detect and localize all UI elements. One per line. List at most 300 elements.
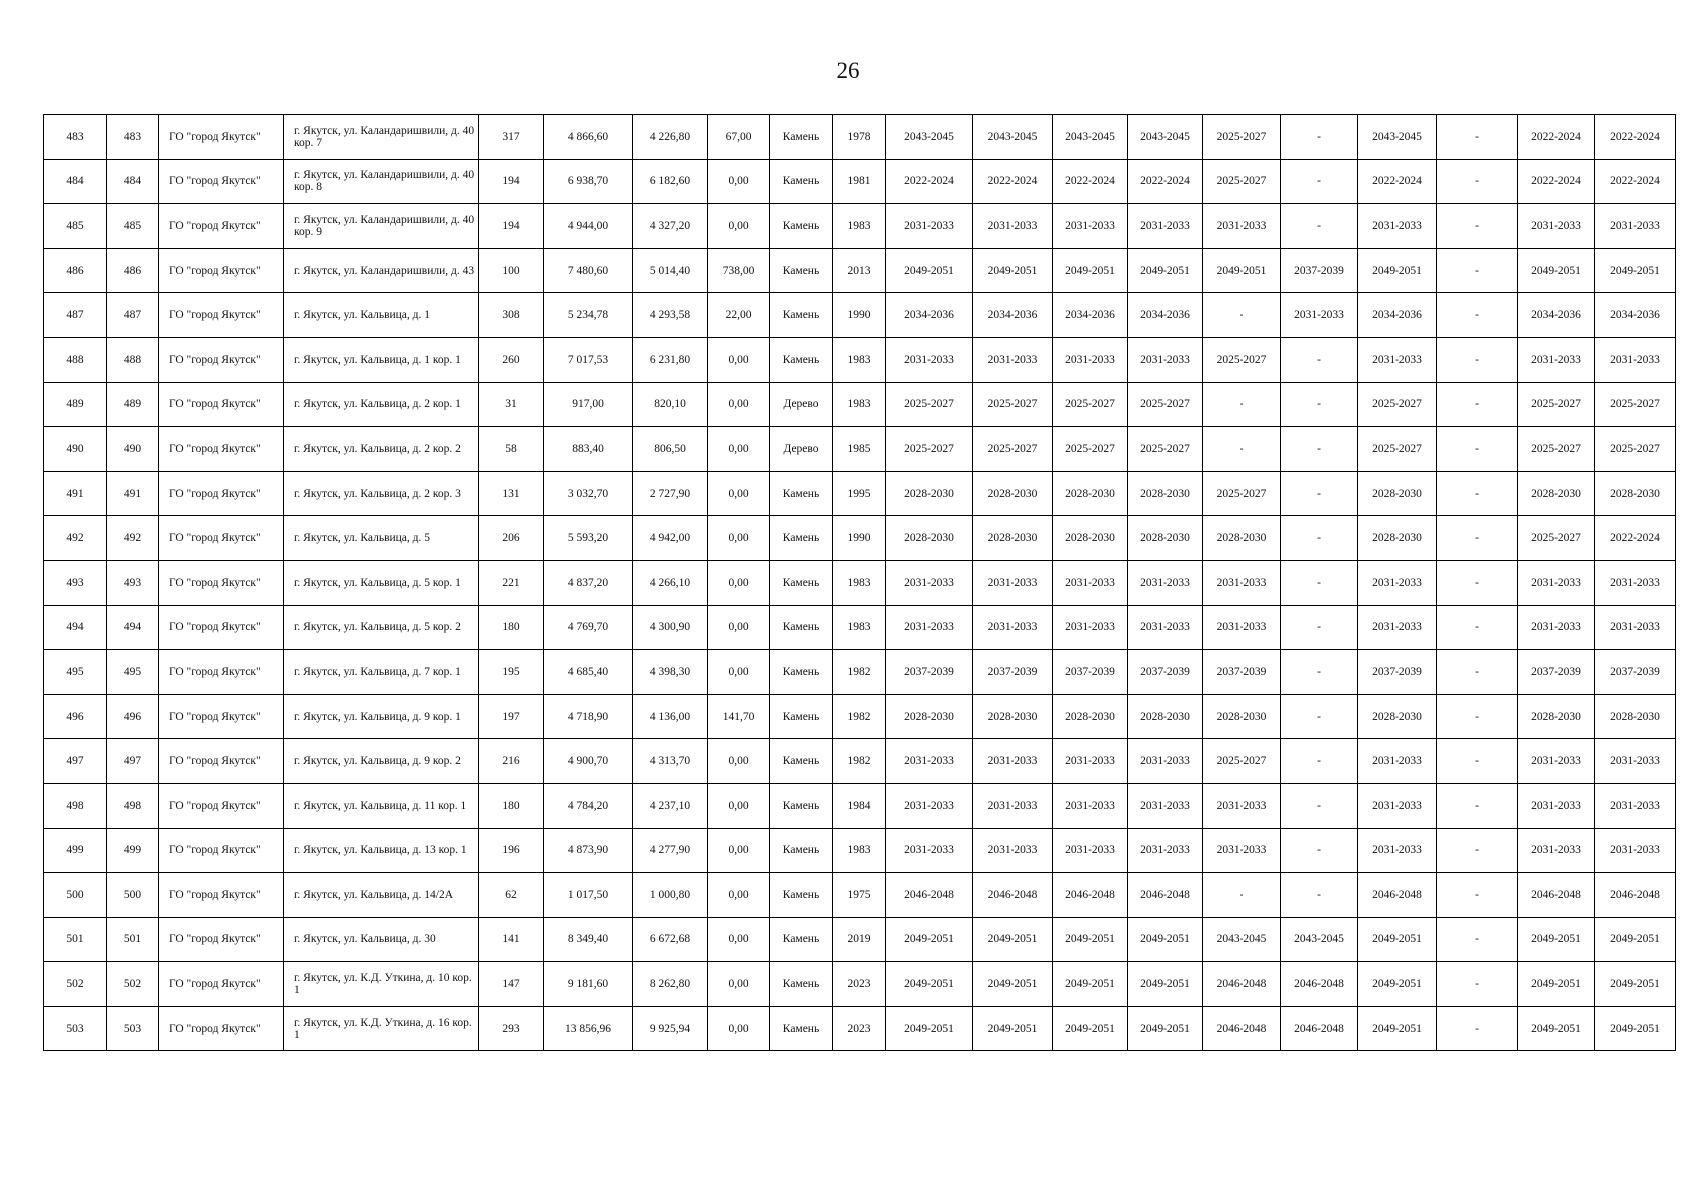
cell-register-number: 485	[107, 204, 159, 249]
cell-address: г. Якутск, ул. Кальвица, д. 13 кор. 1	[284, 828, 479, 873]
cell-work-period-8: -	[1437, 382, 1518, 427]
cell-apartments-count: 141	[479, 917, 544, 962]
cell-municipality: ГО "город Якутск"	[159, 427, 284, 472]
cell-residential-area: 9 925,94	[633, 1006, 708, 1051]
cell-work-period-6: 2043-2045	[1281, 917, 1358, 962]
cell-work-period-8: -	[1437, 962, 1518, 1007]
cell-register-number: 488	[107, 337, 159, 382]
cell-work-period-5: 2049-2051	[1203, 248, 1281, 293]
cell-work-period-5: 2028-2030	[1203, 516, 1281, 561]
cell-total-area: 7 017,53	[544, 337, 633, 382]
cell-work-period-6: 2046-2048	[1281, 1006, 1358, 1051]
cell-nonresidential-area: 0,00	[708, 1006, 770, 1051]
cell-wall-material: Камень	[770, 783, 833, 828]
cell-work-period-4: 2022-2024	[1128, 159, 1203, 204]
cell-work-period-1: 2049-2051	[886, 1006, 973, 1051]
cell-apartments-count: 196	[479, 828, 544, 873]
cell-work-period-1: 2031-2033	[886, 783, 973, 828]
cell-work-period-7: 2022-2024	[1358, 159, 1437, 204]
cell-work-period-4: 2049-2051	[1128, 1006, 1203, 1051]
cell-work-period-8: -	[1437, 337, 1518, 382]
cell-municipality: ГО "город Якутск"	[159, 739, 284, 784]
cell-work-period-1: 2049-2051	[886, 917, 973, 962]
cell-work-period-9: 2037-2039	[1518, 650, 1595, 695]
cell-total-area: 6 938,70	[544, 159, 633, 204]
cell-wall-material: Камень	[770, 516, 833, 561]
cell-work-period-3: 2031-2033	[1053, 828, 1128, 873]
cell-register-number: 499	[107, 828, 159, 873]
table-row	[44, 293, 1676, 338]
cell-residential-area: 806,50	[633, 427, 708, 472]
cell-address: г. Якутск, ул. Кальвица, д. 2 кор. 1	[284, 382, 479, 427]
cell-work-period-8: -	[1437, 783, 1518, 828]
cell-address: г. Якутск, ул. Кальвица, д. 11 кор. 1	[284, 783, 479, 828]
cell-work-period-3: 2049-2051	[1053, 962, 1128, 1007]
cell-wall-material: Дерево	[770, 382, 833, 427]
cell-apartments-count: 260	[479, 337, 544, 382]
cell-work-period-3: 2028-2030	[1053, 694, 1128, 739]
cell-work-period-6: -	[1281, 382, 1358, 427]
cell-work-period-5: 2031-2033	[1203, 828, 1281, 873]
cell-residential-area: 4 942,00	[633, 516, 708, 561]
cell-residential-area: 5 014,40	[633, 248, 708, 293]
cell-wall-material: Камень	[770, 962, 833, 1007]
cell-work-period-10: 2034-2036	[1595, 293, 1676, 338]
cell-apartments-count: 194	[479, 159, 544, 204]
cell-work-period-8: -	[1437, 873, 1518, 918]
cell-work-period-8: -	[1437, 293, 1518, 338]
cell-nonresidential-area: 0,00	[708, 962, 770, 1007]
cell-work-period-4: 2049-2051	[1128, 917, 1203, 962]
cell-row-number: 493	[44, 560, 107, 605]
cell-work-period-3: 2031-2033	[1053, 783, 1128, 828]
cell-work-period-7: 2049-2051	[1358, 1006, 1437, 1051]
cell-work-period-6: 2031-2033	[1281, 293, 1358, 338]
page-number: 26	[836, 58, 860, 83]
cell-build-year: 1982	[833, 650, 886, 695]
cell-row-number: 502	[44, 962, 107, 1007]
cell-work-period-3: 2037-2039	[1053, 650, 1128, 695]
cell-work-period-9: 2025-2027	[1518, 427, 1595, 472]
cell-work-period-8: -	[1437, 115, 1518, 160]
cell-work-period-3: 2031-2033	[1053, 337, 1128, 382]
cell-wall-material: Камень	[770, 650, 833, 695]
cell-apartments-count: 216	[479, 739, 544, 784]
cell-work-period-2: 2049-2051	[973, 1006, 1053, 1051]
cell-apartments-count: 221	[479, 560, 544, 605]
cell-work-period-8: -	[1437, 605, 1518, 650]
cell-work-period-5: 2025-2027	[1203, 115, 1281, 160]
table-body	[44, 115, 1676, 1051]
cell-work-period-6: -	[1281, 204, 1358, 249]
cell-work-period-8: -	[1437, 159, 1518, 204]
cell-address: г. Якутск, ул. Кальвица, д. 2 кор. 2	[284, 427, 479, 472]
cell-municipality: ГО "город Якутск"	[159, 516, 284, 561]
cell-wall-material: Камень	[770, 605, 833, 650]
cell-build-year: 1981	[833, 159, 886, 204]
cell-work-period-10: 2031-2033	[1595, 560, 1676, 605]
cell-wall-material: Камень	[770, 248, 833, 293]
cell-work-period-2: 2025-2027	[973, 382, 1053, 427]
cell-municipality: ГО "город Якутск"	[159, 917, 284, 962]
cell-municipality: ГО "город Якутск"	[159, 248, 284, 293]
cell-apartments-count: 197	[479, 694, 544, 739]
cell-work-period-4: 2028-2030	[1128, 471, 1203, 516]
cell-row-number: 486	[44, 248, 107, 293]
cell-build-year: 2019	[833, 917, 886, 962]
cell-nonresidential-area: 0,00	[708, 516, 770, 561]
cell-work-period-6: -	[1281, 159, 1358, 204]
cell-work-period-3: 2025-2027	[1053, 382, 1128, 427]
cell-total-area: 5 234,78	[544, 293, 633, 338]
cell-work-period-5: -	[1203, 382, 1281, 427]
cell-work-period-9: 2031-2033	[1518, 783, 1595, 828]
cell-work-period-3: 2025-2027	[1053, 427, 1128, 472]
cell-work-period-10: 2049-2051	[1595, 962, 1676, 1007]
cell-work-period-1: 2049-2051	[886, 248, 973, 293]
cell-register-number: 491	[107, 471, 159, 516]
cell-work-period-5: 2025-2027	[1203, 471, 1281, 516]
cell-build-year: 1985	[833, 427, 886, 472]
cell-work-period-5: 2028-2030	[1203, 694, 1281, 739]
cell-work-period-4: 2028-2030	[1128, 694, 1203, 739]
cell-total-area: 4 900,70	[544, 739, 633, 784]
cell-work-period-8: -	[1437, 828, 1518, 873]
cell-row-number: 499	[44, 828, 107, 873]
cell-total-area: 7 480,60	[544, 248, 633, 293]
cell-work-period-10: 2022-2024	[1595, 159, 1676, 204]
cell-residential-area: 2 727,90	[633, 471, 708, 516]
cell-build-year: 2013	[833, 248, 886, 293]
cell-work-period-7: 2049-2051	[1358, 917, 1437, 962]
cell-work-period-7: 2025-2027	[1358, 427, 1437, 472]
cell-apartments-count: 58	[479, 427, 544, 472]
cell-work-period-10: 2049-2051	[1595, 917, 1676, 962]
cell-work-period-3: 2034-2036	[1053, 293, 1128, 338]
cell-register-number: 503	[107, 1006, 159, 1051]
cell-build-year: 1983	[833, 560, 886, 605]
cell-row-number: 487	[44, 293, 107, 338]
cell-row-number: 483	[44, 115, 107, 160]
cell-row-number: 500	[44, 873, 107, 918]
cell-work-period-3: 2028-2030	[1053, 471, 1128, 516]
cell-work-period-6: -	[1281, 115, 1358, 160]
cell-work-period-10: 2031-2033	[1595, 337, 1676, 382]
cell-work-period-6: -	[1281, 560, 1358, 605]
cell-work-period-1: 2025-2027	[886, 427, 973, 472]
table-row	[44, 560, 1676, 605]
cell-municipality: ГО "город Якутск"	[159, 382, 284, 427]
cell-apartments-count: 62	[479, 873, 544, 918]
cell-work-period-9: 2034-2036	[1518, 293, 1595, 338]
cell-total-area: 883,40	[544, 427, 633, 472]
cell-row-number: 492	[44, 516, 107, 561]
cell-work-period-3: 2046-2048	[1053, 873, 1128, 918]
cell-municipality: ГО "город Якутск"	[159, 873, 284, 918]
cell-address: г. Якутск, ул. Каландаришвили, д. 43	[284, 248, 479, 293]
cell-total-area: 917,00	[544, 382, 633, 427]
cell-work-period-10: 2025-2027	[1595, 427, 1676, 472]
cell-work-period-4: 2031-2033	[1128, 828, 1203, 873]
cell-register-number: 496	[107, 694, 159, 739]
cell-work-period-1: 2031-2033	[886, 337, 973, 382]
cell-wall-material: Камень	[770, 337, 833, 382]
cell-row-number: 496	[44, 694, 107, 739]
cell-work-period-10: 2031-2033	[1595, 204, 1676, 249]
cell-total-area: 4 944,00	[544, 204, 633, 249]
cell-work-period-3: 2031-2033	[1053, 739, 1128, 784]
cell-residential-area: 820,10	[633, 382, 708, 427]
cell-work-period-4: 2031-2033	[1128, 337, 1203, 382]
cell-work-period-7: 2031-2033	[1358, 337, 1437, 382]
table-row	[44, 694, 1676, 739]
cell-nonresidential-area: 0,00	[708, 427, 770, 472]
table-row	[44, 382, 1676, 427]
cell-total-area: 4 866,60	[544, 115, 633, 160]
cell-address: г. Якутск, ул. Кальвица, д. 9 кор. 1	[284, 694, 479, 739]
cell-residential-area: 4 327,20	[633, 204, 708, 249]
cell-work-period-9: 2031-2033	[1518, 204, 1595, 249]
cell-work-period-3: 2049-2051	[1053, 1006, 1128, 1051]
cell-work-period-4: 2028-2030	[1128, 516, 1203, 561]
cell-work-period-5: -	[1203, 873, 1281, 918]
cell-work-period-1: 2028-2030	[886, 516, 973, 561]
cell-work-period-7: 2028-2030	[1358, 516, 1437, 561]
cell-work-period-7: 2049-2051	[1358, 962, 1437, 1007]
cell-work-period-7: 2043-2045	[1358, 115, 1437, 160]
cell-work-period-10: 2022-2024	[1595, 115, 1676, 160]
cell-wall-material: Камень	[770, 159, 833, 204]
table-row	[44, 605, 1676, 650]
cell-municipality: ГО "город Якутск"	[159, 337, 284, 382]
cell-work-period-2: 2031-2033	[973, 605, 1053, 650]
cell-work-period-5: 2031-2033	[1203, 204, 1281, 249]
cell-nonresidential-area: 67,00	[708, 115, 770, 160]
cell-work-period-4: 2031-2033	[1128, 204, 1203, 249]
cell-address: г. Якутск, ул. Кальвица, д. 5 кор. 2	[284, 605, 479, 650]
cell-work-period-2: 2028-2030	[973, 694, 1053, 739]
cell-build-year: 2023	[833, 962, 886, 1007]
cell-nonresidential-area: 0,00	[708, 471, 770, 516]
cell-wall-material: Камень	[770, 739, 833, 784]
cell-work-period-1: 2043-2045	[886, 115, 973, 160]
cell-register-number: 500	[107, 873, 159, 918]
cell-address: г. Якутск, ул. К.Д. Уткина, д. 10 кор. 1	[284, 962, 479, 1007]
cell-total-area: 13 856,96	[544, 1006, 633, 1051]
cell-work-period-4: 2046-2048	[1128, 873, 1203, 918]
cell-work-period-10: 2049-2051	[1595, 248, 1676, 293]
cell-total-area: 1 017,50	[544, 873, 633, 918]
cell-row-number: 490	[44, 427, 107, 472]
cell-total-area: 3 032,70	[544, 471, 633, 516]
table-row	[44, 427, 1676, 472]
cell-work-period-2: 2022-2024	[973, 159, 1053, 204]
cell-build-year: 1995	[833, 471, 886, 516]
cell-work-period-2: 2049-2051	[973, 962, 1053, 1007]
cell-work-period-2: 2031-2033	[973, 783, 1053, 828]
cell-register-number: 486	[107, 248, 159, 293]
cell-municipality: ГО "город Якутск"	[159, 293, 284, 338]
cell-work-period-2: 2034-2036	[973, 293, 1053, 338]
cell-address: г. Якутск, ул. Кальвица, д. 30	[284, 917, 479, 962]
cell-work-period-9: 2031-2033	[1518, 828, 1595, 873]
cell-residential-area: 4 226,80	[633, 115, 708, 160]
cell-build-year: 1990	[833, 293, 886, 338]
cell-build-year: 2023	[833, 1006, 886, 1051]
cell-row-number: 503	[44, 1006, 107, 1051]
cell-work-period-9: 2028-2030	[1518, 471, 1595, 516]
cell-nonresidential-area: 0,00	[708, 605, 770, 650]
cell-municipality: ГО "город Якутск"	[159, 115, 284, 160]
table-row	[44, 783, 1676, 828]
cell-municipality: ГО "город Якутск"	[159, 1006, 284, 1051]
cell-apartments-count: 147	[479, 962, 544, 1007]
cell-nonresidential-area: 0,00	[708, 917, 770, 962]
cell-residential-area: 4 313,70	[633, 739, 708, 784]
cell-nonresidential-area: 0,00	[708, 828, 770, 873]
cell-work-period-8: -	[1437, 1006, 1518, 1051]
cell-work-period-7: 2031-2033	[1358, 828, 1437, 873]
cell-municipality: ГО "город Якутск"	[159, 605, 284, 650]
cell-address: г. Якутск, ул. Каландаришвили, д. 40 кор. 8	[284, 159, 479, 204]
cell-total-area: 4 718,90	[544, 694, 633, 739]
cell-work-period-6: -	[1281, 516, 1358, 561]
cell-row-number: 491	[44, 471, 107, 516]
cell-address: г. Якутск, ул. Кальвица, д. 5	[284, 516, 479, 561]
cell-work-period-7: 2034-2036	[1358, 293, 1437, 338]
cell-work-period-5: 2031-2033	[1203, 560, 1281, 605]
cell-work-period-7: 2031-2033	[1358, 204, 1437, 249]
cell-address: г. Якутск, ул. Каландаришвили, д. 40 кор. 7	[284, 115, 479, 160]
cell-work-period-6: -	[1281, 605, 1358, 650]
cell-work-period-1: 2031-2033	[886, 560, 973, 605]
cell-nonresidential-area: 0,00	[708, 382, 770, 427]
cell-work-period-5: 2043-2045	[1203, 917, 1281, 962]
cell-work-period-4: 2043-2045	[1128, 115, 1203, 160]
cell-work-period-1: 2031-2033	[886, 204, 973, 249]
cell-work-period-7: 2025-2027	[1358, 382, 1437, 427]
cell-work-period-6: -	[1281, 783, 1358, 828]
cell-work-period-2: 2043-2045	[973, 115, 1053, 160]
cell-work-period-2: 2046-2048	[973, 873, 1053, 918]
cell-work-period-5: 2031-2033	[1203, 605, 1281, 650]
table-row	[44, 471, 1676, 516]
cell-residential-area: 8 262,80	[633, 962, 708, 1007]
cell-apartments-count: 317	[479, 115, 544, 160]
cell-work-period-9: 2049-2051	[1518, 917, 1595, 962]
cell-address: г. Якутск, ул. Кальвица, д. 5 кор. 1	[284, 560, 479, 605]
cell-work-period-9: 2031-2033	[1518, 560, 1595, 605]
cell-apartments-count: 180	[479, 783, 544, 828]
cell-work-period-7: 2046-2048	[1358, 873, 1437, 918]
cell-work-period-5: 2025-2027	[1203, 739, 1281, 784]
cell-work-period-10: 2031-2033	[1595, 828, 1676, 873]
cell-work-period-1: 2031-2033	[886, 828, 973, 873]
cell-work-period-9: 2025-2027	[1518, 516, 1595, 561]
cell-work-period-7: 2031-2033	[1358, 605, 1437, 650]
cell-work-period-7: 2028-2030	[1358, 471, 1437, 516]
cell-row-number: 495	[44, 650, 107, 695]
cell-build-year: 1990	[833, 516, 886, 561]
cell-wall-material: Дерево	[770, 427, 833, 472]
cell-work-period-3: 2031-2033	[1053, 560, 1128, 605]
cell-nonresidential-area: 0,00	[708, 337, 770, 382]
cell-register-number: 497	[107, 739, 159, 784]
cell-work-period-6: -	[1281, 427, 1358, 472]
cell-work-period-9: 2031-2033	[1518, 605, 1595, 650]
cell-work-period-6: -	[1281, 650, 1358, 695]
cell-work-period-6: -	[1281, 471, 1358, 516]
cell-row-number: 501	[44, 917, 107, 962]
cell-wall-material: Камень	[770, 1006, 833, 1051]
cell-residential-area: 4 398,30	[633, 650, 708, 695]
cell-row-number: 497	[44, 739, 107, 784]
cell-municipality: ГО "город Якутск"	[159, 783, 284, 828]
cell-municipality: ГО "город Якутск"	[159, 828, 284, 873]
cell-work-period-1: 2049-2051	[886, 962, 973, 1007]
cell-work-period-7: 2031-2033	[1358, 560, 1437, 605]
cell-work-period-5: 2031-2033	[1203, 783, 1281, 828]
cell-apartments-count: 180	[479, 605, 544, 650]
cell-row-number: 494	[44, 605, 107, 650]
cell-nonresidential-area: 0,00	[708, 783, 770, 828]
table-row	[44, 248, 1676, 293]
cell-work-period-4: 2049-2051	[1128, 248, 1203, 293]
cell-work-period-6: 2037-2039	[1281, 248, 1358, 293]
cell-wall-material: Камень	[770, 873, 833, 918]
cell-total-area: 9 181,60	[544, 962, 633, 1007]
cell-nonresidential-area: 0,00	[708, 739, 770, 784]
cell-nonresidential-area: 141,70	[708, 694, 770, 739]
cell-total-area: 4 685,40	[544, 650, 633, 695]
cell-work-period-4: 2031-2033	[1128, 783, 1203, 828]
cell-work-period-3: 2031-2033	[1053, 605, 1128, 650]
cell-build-year: 1983	[833, 337, 886, 382]
cell-residential-area: 1 000,80	[633, 873, 708, 918]
cell-work-period-9: 2049-2051	[1518, 962, 1595, 1007]
table-row	[44, 828, 1676, 873]
cell-wall-material: Камень	[770, 293, 833, 338]
cell-municipality: ГО "город Якутск"	[159, 694, 284, 739]
cell-work-period-5: 2025-2027	[1203, 159, 1281, 204]
cell-nonresidential-area: 0,00	[708, 159, 770, 204]
cell-work-period-3: 2043-2045	[1053, 115, 1128, 160]
cell-nonresidential-area: 0,00	[708, 560, 770, 605]
cell-work-period-9: 2025-2027	[1518, 382, 1595, 427]
cell-build-year: 1982	[833, 739, 886, 784]
cell-wall-material: Камень	[770, 560, 833, 605]
cell-address: г. Якутск, ул. Кальвица, д. 9 кор. 2	[284, 739, 479, 784]
cell-address: г. Якутск, ул. Кальвица, д. 14/2А	[284, 873, 479, 918]
cell-apartments-count: 131	[479, 471, 544, 516]
cell-row-number: 489	[44, 382, 107, 427]
cell-register-number: 495	[107, 650, 159, 695]
cell-work-period-6: -	[1281, 337, 1358, 382]
cell-residential-area: 6 231,80	[633, 337, 708, 382]
cell-row-number: 488	[44, 337, 107, 382]
table-row	[44, 516, 1676, 561]
cell-work-period-7: 2028-2030	[1358, 694, 1437, 739]
cell-address: г. Якутск, ул. К.Д. Уткина, д. 16 кор. 1	[284, 1006, 479, 1051]
cell-work-period-5: 2046-2048	[1203, 1006, 1281, 1051]
cell-total-area: 8 349,40	[544, 917, 633, 962]
cell-work-period-4: 2025-2027	[1128, 382, 1203, 427]
cell-address: г. Якутск, ул. Кальвица, д. 7 кор. 1	[284, 650, 479, 695]
cell-work-period-9: 2031-2033	[1518, 739, 1595, 784]
cell-work-period-7: 2031-2033	[1358, 783, 1437, 828]
cell-address: г. Якутск, ул. Кальвица, д. 1 кор. 1	[284, 337, 479, 382]
cell-build-year: 1975	[833, 873, 886, 918]
